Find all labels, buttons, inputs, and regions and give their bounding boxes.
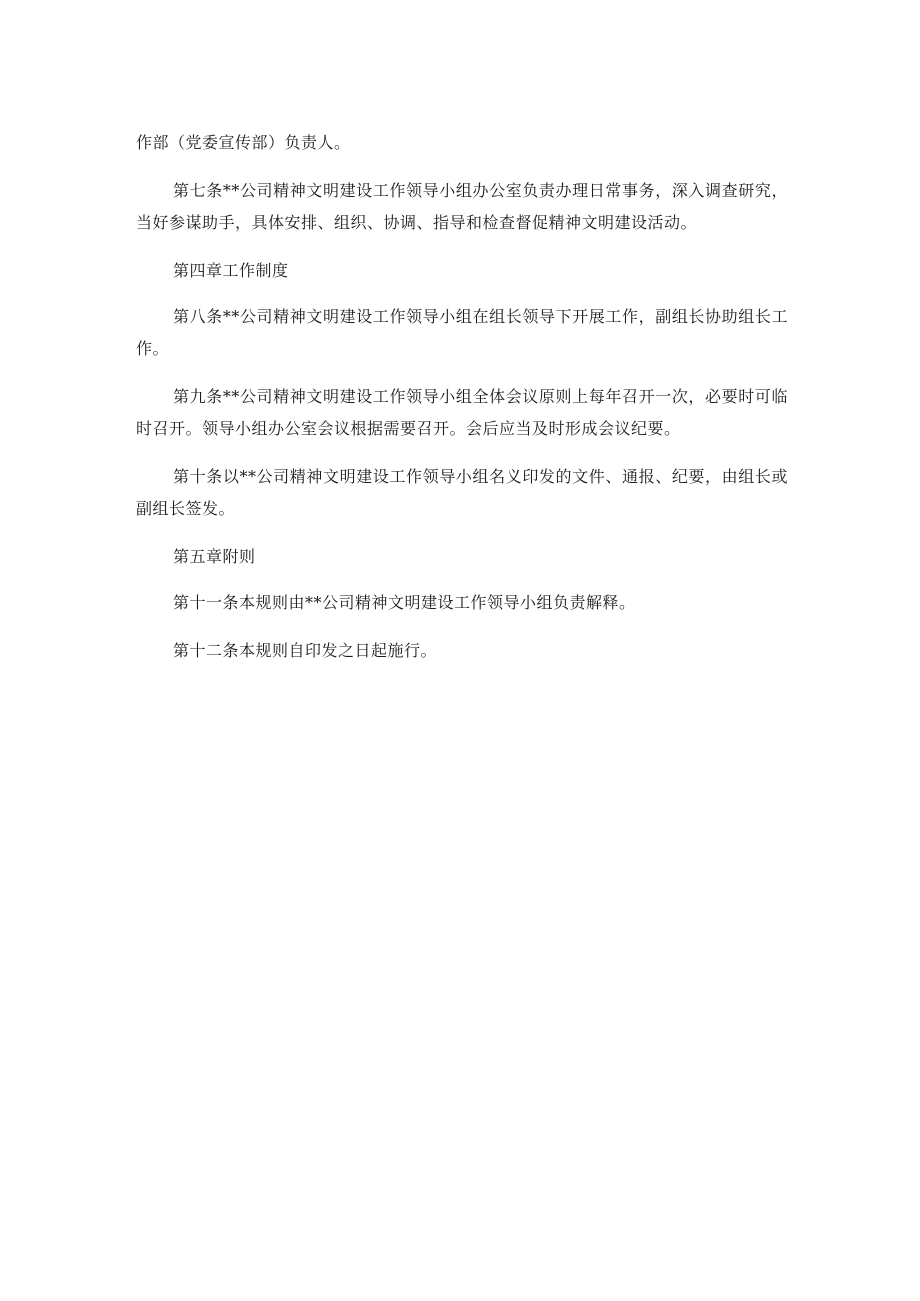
article-8: 第八条**公司精神文明建设工作领导小组在组长领导下开展工作，副组长协助组长工作。 [136,307,788,358]
chapter-4-heading: 第四章工作制度 [173,261,289,280]
paragraph-continuation: 作部（党委宣传部）负责人。 [136,133,351,152]
document-body [136,127,788,683]
article-9: 第九条**公司精神文明建设工作领导小组全体会议原则上每年召开一次，必要时可临时召开。领导小组办公室会议根据需要召开。会后应当及时形成会议纪要。 [136,387,788,438]
article-12: 第十二条本规则自印发之日起施行。 [173,641,438,660]
article-7: 第七条**公司精神文明建设工作领导小组办公室负责办理日常事务，深入调查研究，当好参谋助手，具体安排、组织、协调、指导和检查督促精神文明建设活动。 [136,181,788,232]
chapter-5-heading: 第五章附则 [173,547,256,566]
article-10: 第十条以**公司精神文明建设工作领导小组名义印发的文件、通报、纪要，由组长或副组长签发。 [136,467,788,518]
article-11: 第十一条本规则由**公司精神文明建设工作领导小组负责解释。 [173,593,636,612]
